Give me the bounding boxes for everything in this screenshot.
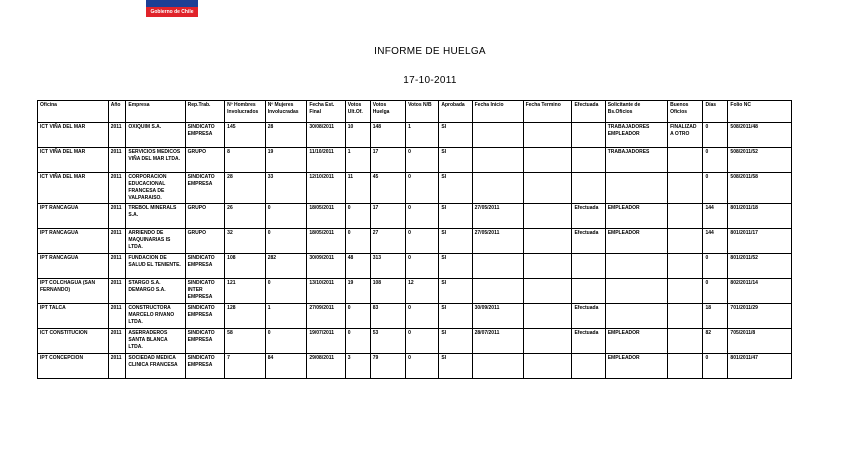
table-cell: 79 [370,354,405,379]
table-cell: 0 [703,254,728,279]
table-cell: 0 [406,173,439,204]
table-cell: SINDICATO EMPRESA [185,123,225,148]
column-header: Oficina [38,101,109,123]
table-cell: 145 [225,123,266,148]
table-cell: 108 [225,254,266,279]
table-cell [605,304,667,329]
table-cell [668,254,703,279]
table-cell: 0 [703,354,728,379]
table-cell [605,279,667,304]
table-cell: 0 [345,229,370,254]
table-cell: EMPLEADOR [605,329,667,354]
table-cell: GRUPO [185,204,225,229]
table-row [38,354,792,379]
table-cell [523,148,572,173]
table-cell: SERVICIOS MEDICOS VIÑA DEL MAR LTDA. [126,148,185,173]
table-cell: GRUPO [185,229,225,254]
table-cell: ICT VIÑA DEL MAR [38,123,109,148]
table-cell: SINDICATO INTER EMPRESA [185,279,225,304]
table-cell: 2011 [108,173,126,204]
table-cell: 28 [265,123,307,148]
table-cell: 0 [406,304,439,329]
table-cell: 0 [406,254,439,279]
table-cell: FINALIZAD A OTRO [668,123,703,148]
table-cell: 144 [703,204,728,229]
logo-blue-band [146,0,198,7]
table-row [38,229,792,254]
table-cell: 2011 [108,329,126,354]
table-cell: 83 [370,304,405,329]
table-cell: 2011 [108,229,126,254]
table-cell: IPT RANCAGUA [38,229,109,254]
table-cell: 144 [703,229,728,254]
table-cell: 11 [345,173,370,204]
table-row [38,123,792,148]
table-cell: 128 [225,304,266,329]
table-cell [523,254,572,279]
table-cell: SI [439,279,472,304]
table-cell: 0 [345,329,370,354]
table-cell: SI [439,173,472,204]
table-cell: 2011 [108,204,126,229]
table-cell [472,173,523,204]
table-cell: Efectuada [572,329,605,354]
table-cell: CONSTRUCTORA MARCELO RIVANO LTDA. [126,304,185,329]
report-date: 17-10-2011 [403,75,457,86]
table-cell [523,279,572,304]
table-cell: 705/2011/8 [728,329,792,354]
table-cell: TRABAJADORES [605,148,667,173]
table-cell: 0 [406,148,439,173]
table-cell: 12/10/2011 [307,173,345,204]
table-cell: 19/07/2011 [307,329,345,354]
table-cell: 1 [406,123,439,148]
table-cell: 508/2011/48 [728,123,792,148]
table-cell: 32 [225,229,266,254]
table-cell: 33 [265,173,307,204]
table-cell: TRABAJADORES EMPLEADOR [605,123,667,148]
table-cell [472,254,523,279]
table-cell: 18 [703,304,728,329]
table-cell: EMPLEADOR [605,354,667,379]
table-cell: 801/2011/47 [728,354,792,379]
table-cell [668,304,703,329]
table-cell [472,279,523,304]
table-cell [668,354,703,379]
government-logo [146,0,198,17]
table-cell: 12 [406,279,439,304]
table-cell: ICT VIÑA DEL MAR [38,148,109,173]
table-cell: SI [439,354,472,379]
table-cell: IPT RANCAGUA [38,254,109,279]
table-cell: 82 [703,329,728,354]
table-row [38,304,792,329]
table-cell [572,123,605,148]
table-cell: Efectuada [572,204,605,229]
table-cell: 2011 [108,304,126,329]
table-cell: 2011 [108,123,126,148]
table-cell: FUNDACION DE SALUD EL TENIENTE. [126,254,185,279]
table-cell: SI [439,229,472,254]
table-cell: 3 [345,354,370,379]
table-cell: 2011 [108,254,126,279]
column-header: Aprobada [439,101,472,123]
table-cell: 27/05/2011 [472,229,523,254]
column-header: Votos Ult.Of. [345,101,370,123]
column-header: Buenos Oficios [668,101,703,123]
column-header: Año [108,101,126,123]
column-header: Fecha Inicio [472,101,523,123]
table-cell: ICT VIÑA DEL MAR [38,173,109,204]
table-cell: ARRIENDO DE MAQUINARIAS IS LTDA. [126,229,185,254]
table-cell: Efectuada [572,304,605,329]
column-header: Fecha Est. Final [307,101,345,123]
table-cell: 27/05/2011 [472,204,523,229]
table-cell: 2011 [108,148,126,173]
table-cell: SINDICATO EMPRESA [185,329,225,354]
table-cell: 45 [370,173,405,204]
table-cell: 801/2011/18 [728,204,792,229]
table-cell: 7 [225,354,266,379]
table-cell: SI [439,304,472,329]
table-cell: 0 [703,123,728,148]
table-cell [523,329,572,354]
table-cell: CORPORACION EDUCACIONAL FRANCESA DE VALPARAISO. [126,173,185,204]
report-title: INFORME DE HUELGA [374,46,486,57]
table-cell: 30/08/2011 [307,123,345,148]
table-row [38,279,792,304]
table-cell: IPT RANCAGUA [38,204,109,229]
table-cell: 13/10/2011 [307,279,345,304]
strike-report-table [37,100,792,379]
table-cell: 313 [370,254,405,279]
table-cell: 0 [703,148,728,173]
table-cell [572,173,605,204]
table-cell [523,173,572,204]
table-cell: 30/09/2011 [472,304,523,329]
table-row [38,204,792,229]
table-header-row [38,101,792,123]
table-cell [523,204,572,229]
table-cell: 701/2011/29 [728,304,792,329]
column-header: Nº Mujeres Involucradas [265,101,307,123]
table-cell: 27/09/2011 [307,304,345,329]
table-cell: 28 [225,173,266,204]
table-cell: SINDICATO EMPRESA [185,254,225,279]
table-cell: EMPLEADOR [605,204,667,229]
table-cell: 802/2011/14 [728,279,792,304]
table-cell: 0 [265,204,307,229]
table-cell [523,304,572,329]
column-header: Empresa [126,101,185,123]
table-cell: 26 [225,204,266,229]
table-cell [472,148,523,173]
table-cell [472,123,523,148]
table-cell: 1 [345,148,370,173]
table-cell: SI [439,329,472,354]
column-header: Solicitante de Bs.Oficios [605,101,667,123]
table-cell: 0 [265,329,307,354]
logo-text: Gobierno de Chile [146,7,198,17]
table-cell [605,254,667,279]
table-cell: 0 [345,204,370,229]
table-cell: 30/09/2011 [307,254,345,279]
table-cell: 0 [703,173,728,204]
table-cell [668,329,703,354]
table-row [38,329,792,354]
column-header: Votos Huelga [370,101,405,123]
table-cell: 2011 [108,354,126,379]
table-cell [668,173,703,204]
table-cell: 53 [370,329,405,354]
table-cell: SINDICATO EMPRESA [185,304,225,329]
table-cell: STARGO S.A. DEMARGO S.A. [126,279,185,304]
table-cell: SINDICATO EMPRESA [185,354,225,379]
column-header: Votos N/B [406,101,439,123]
table-cell [523,123,572,148]
table-cell: 0 [406,229,439,254]
table-cell: IPT CONCEPCION [38,354,109,379]
table-cell: 2011 [108,279,126,304]
table-cell: OXIQUIM S.A. [126,123,185,148]
table-cell: IPT TALCA [38,304,109,329]
table-cell: 508/2011/52 [728,148,792,173]
table-cell: TREBOL MINERALS S.A. [126,204,185,229]
table-cell: 0 [265,279,307,304]
table-cell [668,229,703,254]
table-cell: 148 [370,123,405,148]
table-cell: 0 [406,204,439,229]
table-cell [668,279,703,304]
table-cell: SI [439,254,472,279]
table-cell: 121 [225,279,266,304]
table-cell: 282 [265,254,307,279]
table-row [38,173,792,204]
table-cell [668,148,703,173]
column-header: Días [703,101,728,123]
table-cell: 0 [406,354,439,379]
table-cell: SI [439,204,472,229]
table-cell: 27 [370,229,405,254]
table-cell: Efectuada [572,229,605,254]
table-cell: 18/05/2011 [307,204,345,229]
table-cell: 58 [225,329,266,354]
table-cell [605,173,667,204]
table-cell: ICT CONSTITUCION [38,329,109,354]
table-cell: 11/10/2011 [307,148,345,173]
table-row [38,254,792,279]
column-header: Rep.Trab. [185,101,225,123]
table-cell: 1 [265,304,307,329]
table-cell [572,279,605,304]
table-cell: 28/07/2011 [472,329,523,354]
table-cell: 801/2011/52 [728,254,792,279]
table-cell: 18/05/2011 [307,229,345,254]
table-cell: 801/2011/17 [728,229,792,254]
column-header: Fecha Termino [523,101,572,123]
table-cell: SINDICATO EMPRESA [185,173,225,204]
column-header: Folio NC [728,101,792,123]
table-cell: GRUPO [185,148,225,173]
table-cell: 8 [225,148,266,173]
table-cell [472,354,523,379]
table-cell: 48 [345,254,370,279]
column-header: Nº Hombres Involucrados [225,101,266,123]
table-cell: 508/2011/58 [728,173,792,204]
table-cell: 29/08/2011 [307,354,345,379]
table-cell [523,354,572,379]
table-cell: 10 [345,123,370,148]
table-cell [572,354,605,379]
table-cell: 19 [265,148,307,173]
table-cell: SI [439,148,472,173]
table-cell: 108 [370,279,405,304]
table-cell: SI [439,123,472,148]
column-header: Efectuada [572,101,605,123]
table-cell: 19 [345,279,370,304]
table-cell: 84 [265,354,307,379]
table-cell: SOCIEDAD MEDICA CLINICA FRANCESA [126,354,185,379]
table-cell: 0 [265,229,307,254]
table-cell: 0 [406,329,439,354]
table-cell: 17 [370,148,405,173]
table-cell: IPT COLCHAGUA (SAN FERNANDO) [38,279,109,304]
table-cell: 0 [703,279,728,304]
table-cell: 17 [370,204,405,229]
table-cell [523,229,572,254]
table-cell: ASERRADEROS SANTA BLANCA LTDA. [126,329,185,354]
table-row [38,148,792,173]
table-cell [668,204,703,229]
table-cell: 0 [345,304,370,329]
table-cell [572,254,605,279]
table-cell: EMPLEADOR [605,229,667,254]
table-cell [572,148,605,173]
